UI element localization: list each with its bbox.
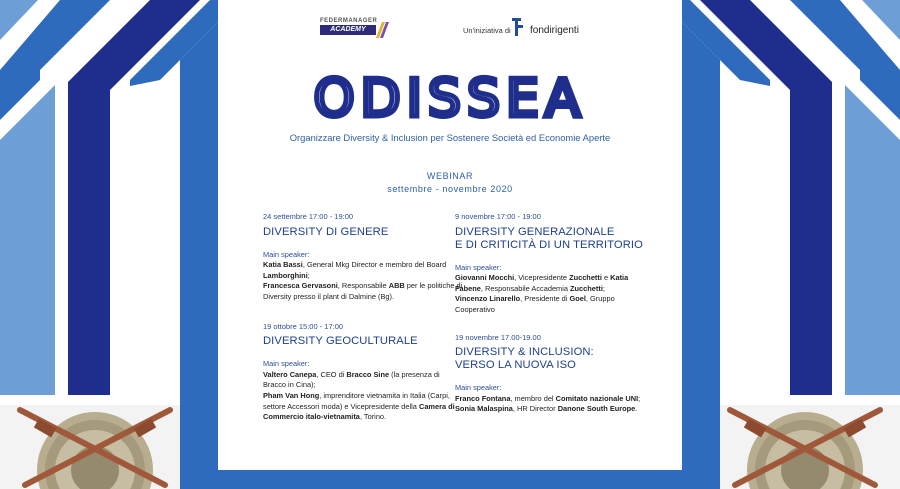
speaker-text: , membro del [510,393,556,403]
events-column-left [263,212,463,423]
speaker-highlight: ABB [388,281,405,291]
speaker-text: , HR Director [512,404,558,414]
speakers-text [455,273,645,315]
event-item [263,322,463,423]
speaker-highlight: Giovanni Mocchi [455,273,515,283]
federmanager-wordmark: FEDERMANAGER [320,18,378,24]
speaker-highlight: Zucchetti [570,283,603,293]
speaker-entry [455,404,645,415]
webinar-label: WEBINAR [426,171,474,181]
page-subtitle: Organizzare Diversity & Inclusion per Sostenere Società ed Economie Aperte [289,132,611,143]
event-title [455,226,645,252]
speaker-text: , General Mkg Director e membro del Board [302,260,447,270]
events-column-right [455,212,645,415]
event-title-line: DIVERSITY & INCLUSION: [455,346,594,359]
academy-wordmark: ACADEMY [320,25,376,35]
speaker-text: ; [638,393,641,403]
event-title-line: DIVERSITY GEOCULTURALE [263,335,418,348]
speaker-highlight: Katia Bassi [263,260,303,270]
event-title-line: DIVERSITY GENERAZIONALE [455,225,615,238]
speaker-text: e [601,273,611,283]
bottom-frame-band [180,470,720,489]
event-item [455,333,645,415]
webinar-period: settembre - novembre 2020 [387,184,513,194]
page-title [0,66,900,131]
speaker-text: , imprenditore vietnamita in Italia (Carpi, settore Accessori moda) e Vicepresidente della [263,390,450,411]
speaker-highlight: Camera di Commercio italo-vietnamita [263,401,455,422]
speaker-highlight: Francesca Gervasoni [263,281,338,291]
speakers-text [263,370,463,423]
speaker-entry [263,260,463,281]
speaker-label: Main speaker: [455,383,502,393]
speaker-highlight: Comitato nazionale UNI [555,393,639,403]
speaker-entry [455,273,645,294]
speaker-text: , CEO di [316,369,347,379]
greek-coin-left [0,405,180,489]
greek-coin-right [720,405,900,489]
speakers-text [263,260,463,302]
event-title-line: E DI CRITICITÀ DI UN TERRITORIO [455,238,643,251]
speaker-entry [263,281,463,302]
event-date: 19 novembre 17.00-19.00 [455,332,541,342]
speaker-text: ; [307,270,310,280]
speaker-label: Main speaker: [263,359,310,369]
event-date: 19 ottobre 15:00 - 17:00 [263,321,344,331]
speaker-highlight: Bracco Sine [346,369,390,379]
speaker-highlight: Katia Fabene [455,273,629,293]
speaker-text: (la presenza di Bracco in Cina); [263,369,440,390]
speaker-highlight: Danone South Europe [557,404,636,414]
event-title [455,346,645,372]
initiative-label: Un'iniziativa di [463,26,511,35]
speaker-highlight: Zucchetti [569,273,602,283]
fondirigenti-wordmark: fondirigenti [530,25,579,36]
webinar-block [218,170,682,196]
event-item [263,212,463,303]
event-date: 24 settembre 17:00 - 19:00 [263,212,354,221]
speaker-text: , Torino. [359,412,387,422]
speaker-highlight: Sonia Malaspina [455,404,513,414]
speaker-highlight: Franco Fontana [455,393,511,403]
speaker-text: , Presidente di [520,294,570,304]
speaker-label: Main speaker: [455,262,502,272]
speaker-highlight: Pham Van Hong [263,390,320,400]
speaker-text: . [635,404,638,414]
speaker-highlight: Valtero Canepa [263,369,317,379]
event-item [455,212,645,316]
speaker-entry [455,294,645,315]
event-date: 9 novembre 17:00 - 19:00 [455,212,541,221]
speaker-entry [263,370,463,391]
speakers-text [455,394,645,415]
speaker-highlight: Lamborghini [263,270,308,280]
speaker-text: per le politiche di Diversity presso il plant di Dalmine (Bg). [263,281,463,301]
federmanager-academy-logo [320,18,392,40]
event-title-line: VERSO LA NUOVA ISO [455,359,576,372]
speaker-entry [455,394,645,405]
title-text: ODISSEA [313,69,587,129]
speaker-text: ; [602,283,605,293]
speaker-highlight: Vincenzo Linarello [455,294,521,304]
fondirigenti-mark-icon [512,18,526,36]
speaker-text: , Responsabile Accademia [480,283,571,293]
event-title [263,226,463,239]
speaker-text: , Vicepresidente [514,273,570,283]
speaker-highlight: Goel [569,294,586,304]
event-title-line: DIVERSITY DI GENERE [263,225,389,238]
speaker-text: , Gruppo Cooperativo [455,294,615,314]
speaker-text: , Responsabile [337,281,389,291]
event-title [263,335,463,348]
speaker-entry [263,391,463,423]
federmanager-stripes-icon [376,22,390,38]
speaker-label: Main speaker: [263,249,310,259]
